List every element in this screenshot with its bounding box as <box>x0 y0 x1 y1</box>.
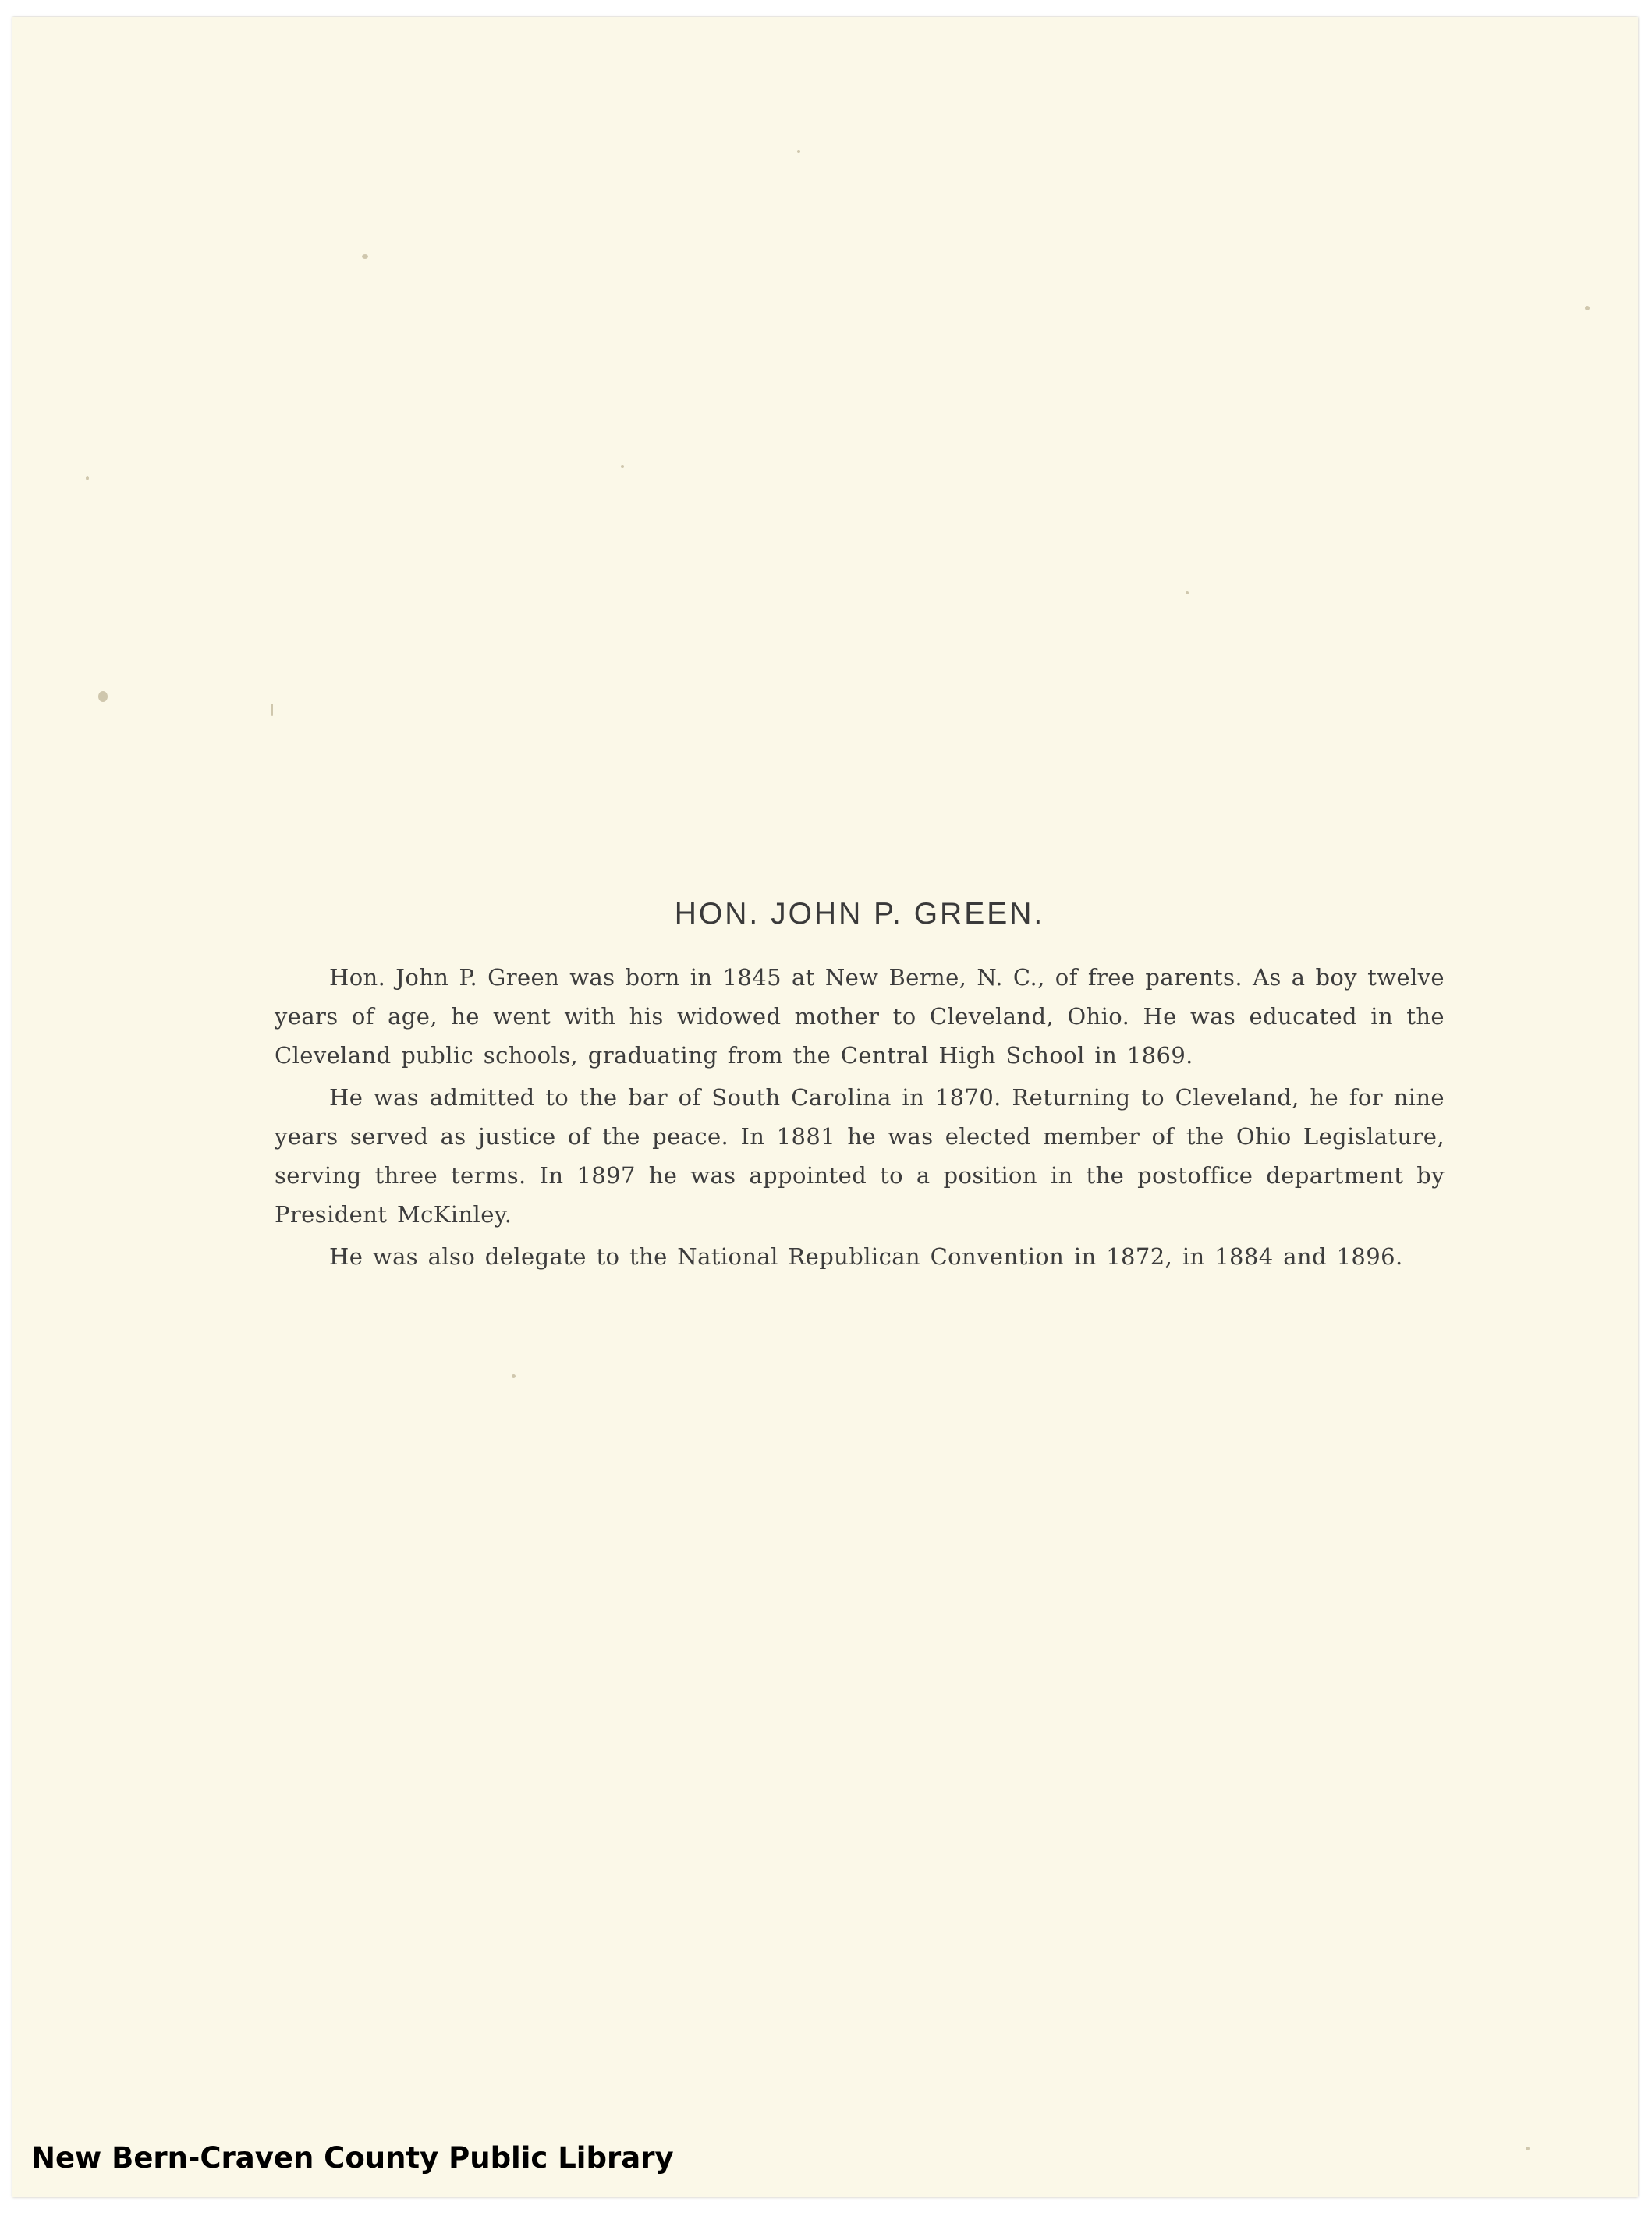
paper-speck <box>621 465 624 468</box>
paper-speck <box>1585 306 1590 310</box>
paper-speck <box>1526 2147 1530 2150</box>
article-paragraph: He was admitted to the bar of South Carolina in 1870. Returning to Cleveland, he for nine years served as justice of the peace. In 1881 he was elected member of the Ohio Legislature, serving three terms. In 1897 he was appointed to a position in the postoffice department by President McKinley. <box>275 1084 1445 1228</box>
article-title: HON. JOHN P. GREEN. <box>674 897 1045 931</box>
paper-speck <box>797 150 800 153</box>
paper-speck <box>512 1374 516 1378</box>
paper-speck <box>86 476 89 480</box>
article-paragraph: Hon. John P. Green was born in 1845 at New Berne, N. C., of free parents. As a boy twelve years of age, he went with his widowed mother to Cleveland, Ohio. He was educated in the Cleveland public schools, graduating from the Central High School in 1869. <box>275 964 1445 1069</box>
library-credit: New Bern-Craven County Public Library <box>31 2141 674 2175</box>
article-paragraph: He was also delegate to the National Republican Convention in 1872, in 1884 and 1896. <box>329 1243 1403 1270</box>
biography-article <box>275 897 1445 1279</box>
paper-speck <box>1186 591 1189 594</box>
scanned-page <box>12 17 1638 2197</box>
paper-speck <box>362 254 368 259</box>
paper-speck <box>98 691 108 702</box>
paper-speck <box>271 704 273 716</box>
